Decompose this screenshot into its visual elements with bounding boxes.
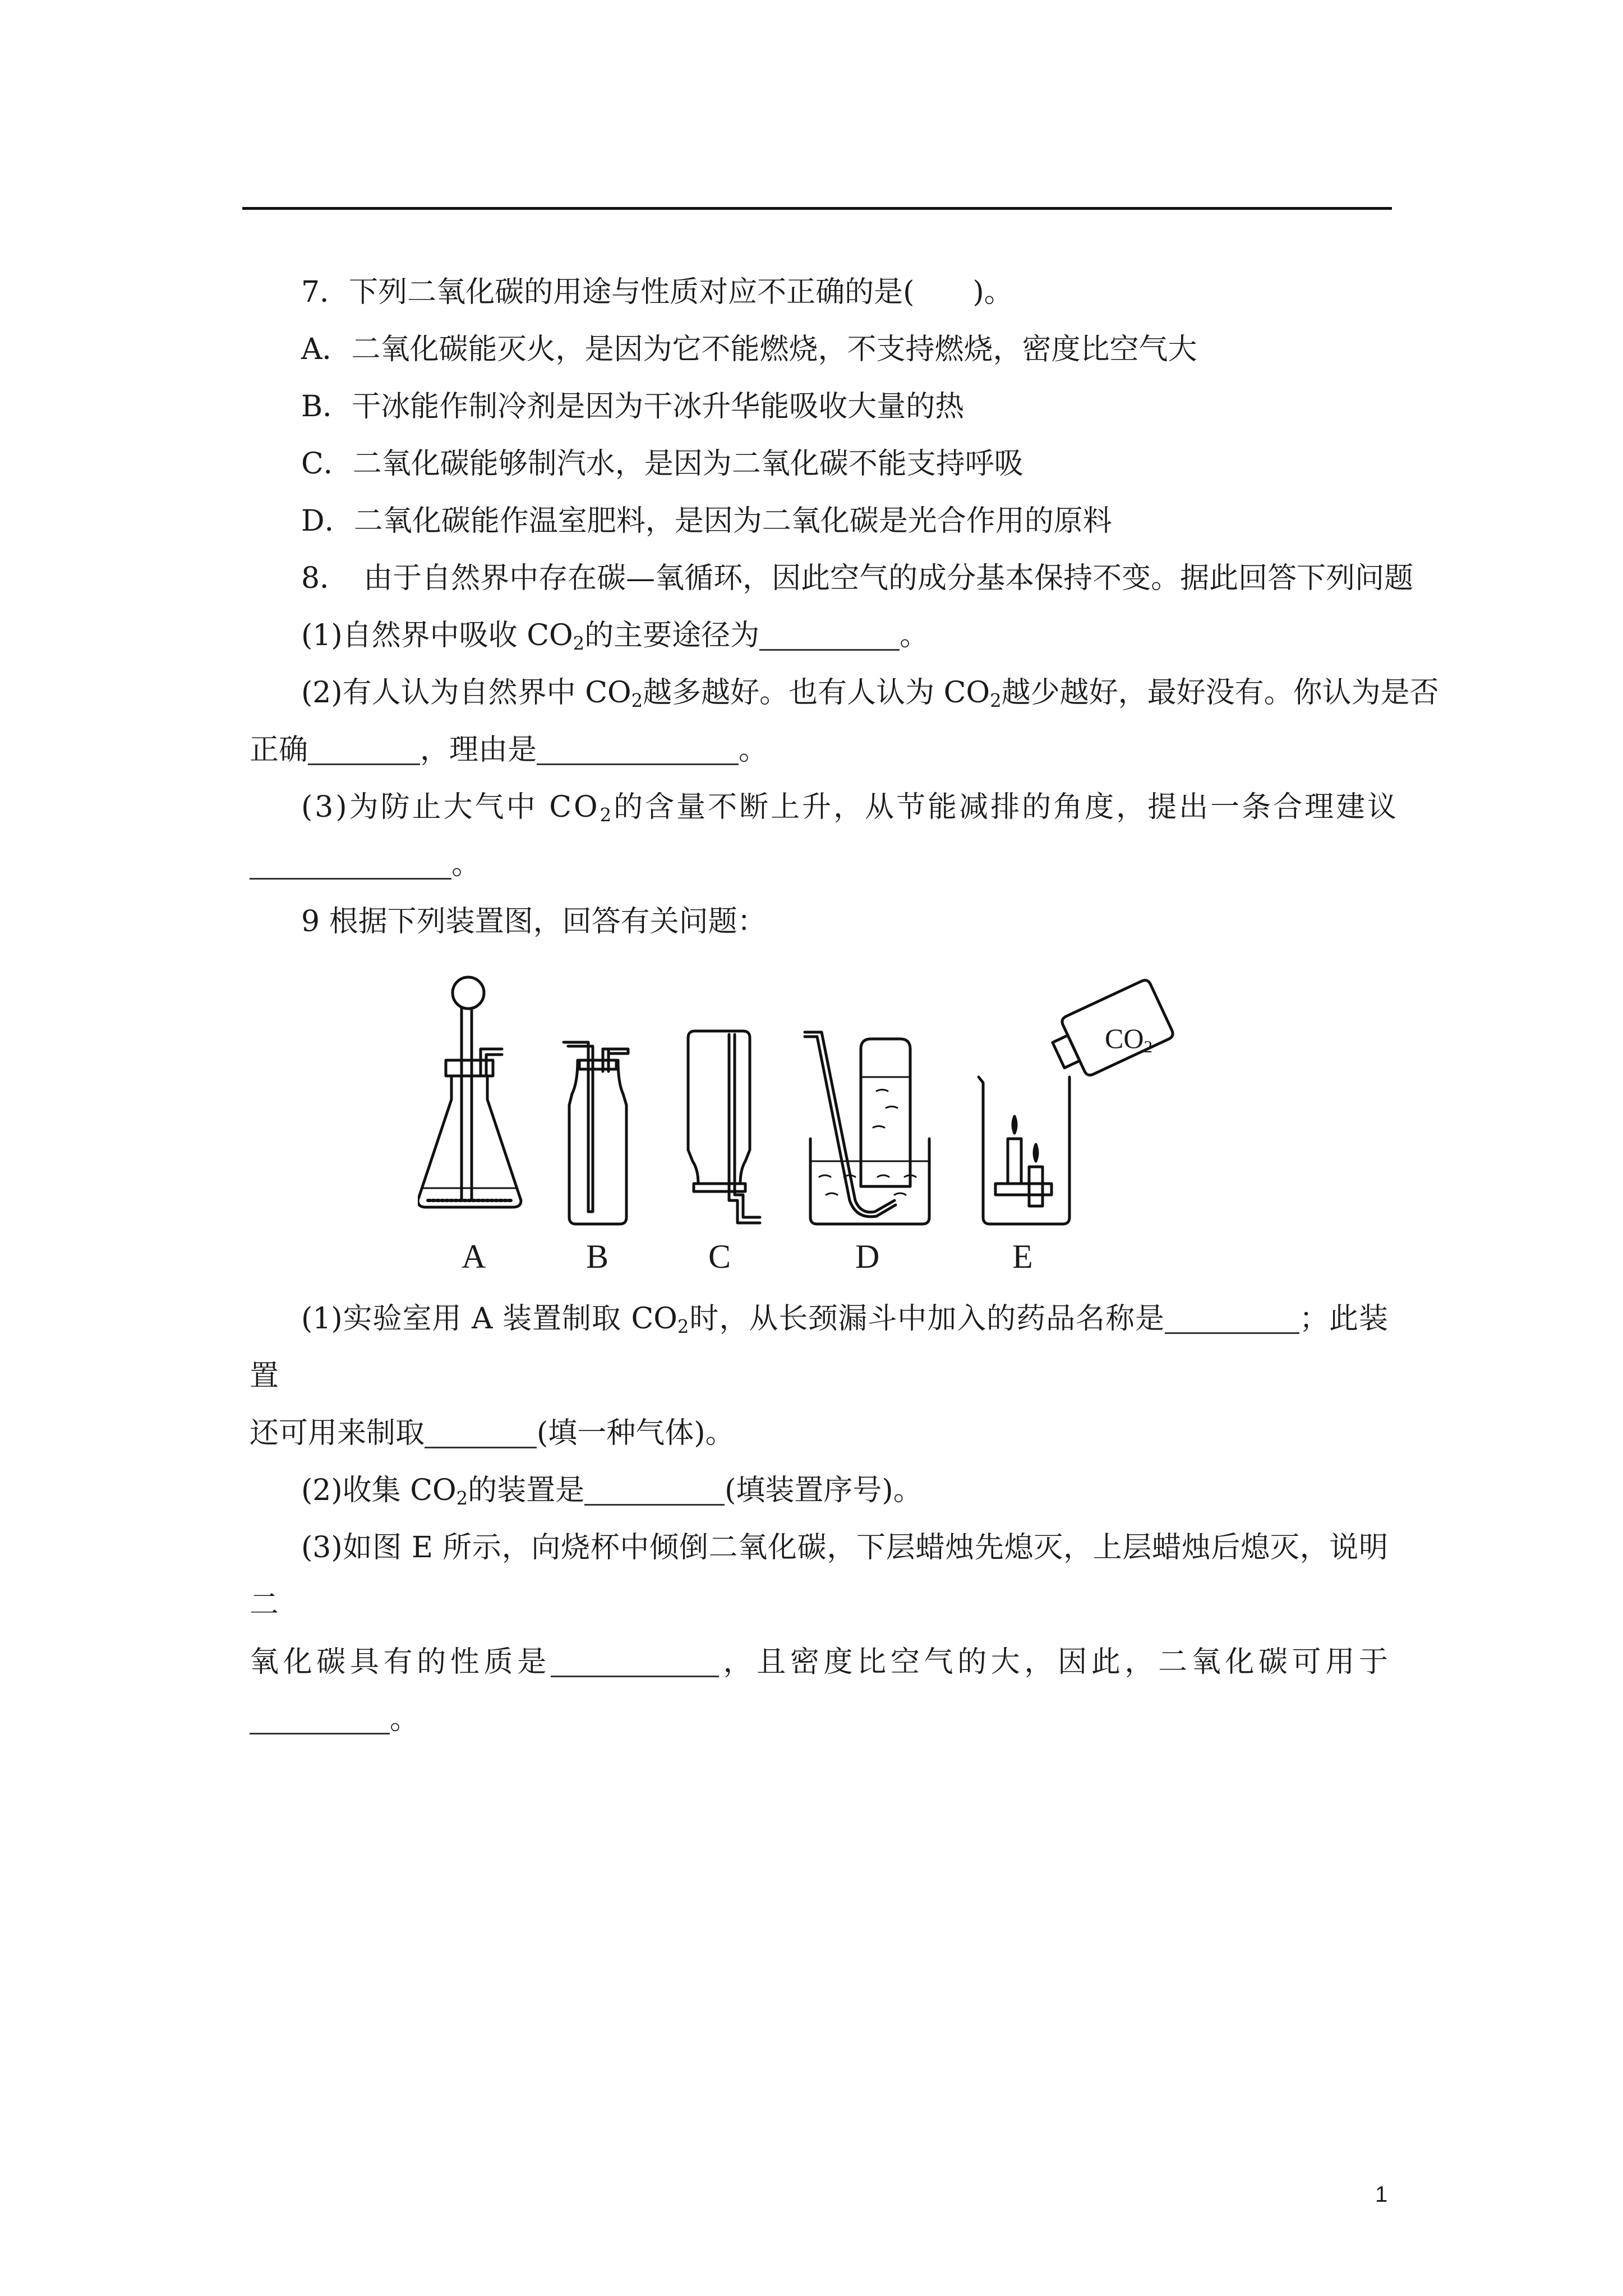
answer-blank[interactable] bbox=[1165, 1303, 1299, 1334]
answer-blank[interactable] bbox=[537, 734, 739, 765]
q9-part1-line2: 还可用来制取 (填一种气体)。 bbox=[250, 1416, 735, 1450]
q9-part2: (2)收集 $CO_2$的装置是 (填装置序号)。 bbox=[301, 1474, 923, 1510]
q9-part1-line1: (1)实验室用 A 装置制取 $CO_2$时，从长颈漏斗中加入的药品名称是 ；此装置 bbox=[250, 1302, 1388, 1393]
q7-option-b: B．干冰能作制冷剂是因为干冰升华能吸收大量的热 bbox=[301, 390, 965, 424]
label-c: C bbox=[708, 1238, 731, 1275]
q9-stem: 9 根据下列装置图，回答有关问题： bbox=[301, 905, 767, 938]
label-d: D bbox=[855, 1238, 880, 1275]
q7-option-d: D．二氧化碳能作温室肥料，是因为二氧化碳是光合作用的原料 bbox=[301, 504, 1112, 538]
q8-part2-line1: (2)有人认为自然界中 $CO_2$越多越好。也有人认为 $CO_2$越少越好，最好没有。你认为是否 bbox=[301, 676, 1439, 712]
q7-option-a: A．二氧化碳能灭火，是因为它不能燃烧，不支持燃烧，密度比空气大 bbox=[301, 333, 1197, 366]
answer-blank[interactable] bbox=[584, 1475, 725, 1506]
q8-part3-line2: 。 bbox=[250, 836, 1388, 893]
q7-option-c: C．二氧化碳能够制汽水，是因为二氧化碳不能支持呼吸 bbox=[301, 447, 1023, 481]
q8-stem: 8． 由于自然界中存在碳—氧循环，因此空气的成分基本保持不变。据此回答下列问题 bbox=[301, 562, 1414, 595]
q9-part3-line3: 。 bbox=[250, 1691, 1388, 1748]
q9-part3-line1: (3)如图 E 所示，向烧杯中倾倒二氧化碳，下层蜡烛先熄灭，上层蜡烛后熄灭，说明二 bbox=[250, 1531, 1388, 1622]
label-e: E bbox=[1012, 1238, 1033, 1275]
header-rule bbox=[242, 207, 1392, 210]
apparatus-figure bbox=[250, 965, 1388, 1290]
label-a: A bbox=[462, 1238, 486, 1275]
answer-blank[interactable] bbox=[250, 849, 451, 880]
page-number: 1 bbox=[1375, 2182, 1388, 2207]
answer-blank[interactable] bbox=[551, 1646, 719, 1677]
q8-part1: (1)自然界中吸收 $CO_2$的主要途径为 。 bbox=[301, 619, 929, 655]
worksheet-content bbox=[250, 264, 1439, 1748]
co2-bottle-label: $CO_2$ bbox=[1105, 1023, 1152, 1056]
answer-blank[interactable] bbox=[425, 1418, 537, 1448]
q8-part2-line2: 正确 ，理由是 。 bbox=[250, 733, 768, 767]
figure-labels bbox=[418, 965, 1259, 1290]
q8-part3-line1: (3)为防止大气中 $CO_2$的含量不断上升，从节能减排的角度，提出一条合理建议 bbox=[301, 790, 1399, 826]
answer-blank[interactable] bbox=[308, 734, 420, 765]
q9-part3-line2: 氧化碳具有的性质是 ，且密度比空气的大，因此，二氧化碳可用于 bbox=[250, 1645, 1388, 1679]
answer-blank[interactable] bbox=[759, 620, 900, 651]
q7-stem: 7．下列二氧化碳的用途与性质对应不正确的是( )。 bbox=[301, 275, 1013, 309]
answer-blank[interactable] bbox=[250, 1704, 390, 1734]
label-b: B bbox=[586, 1238, 609, 1275]
